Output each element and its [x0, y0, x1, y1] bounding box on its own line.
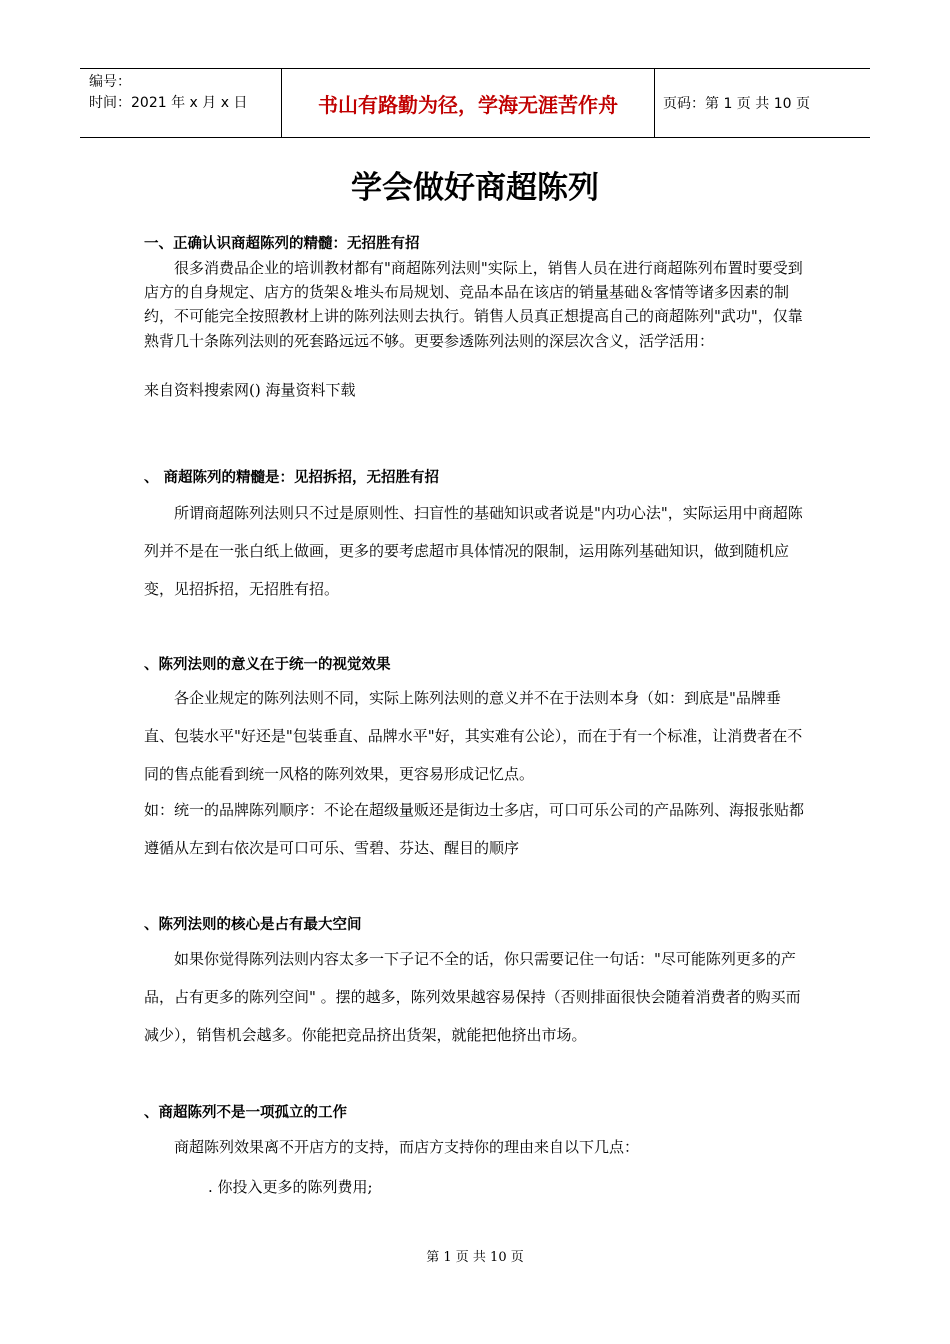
section5-list-item: . 你投入更多的陈列费用; [208, 1178, 373, 1196]
section1-paragraph: 很多消费品企业的培训教材都有"商超陈列法则"实际上，销售人员在进行商超陈列布置时要受到店方的自身规定、店方的货架＆堆头布局规划、竞品本品在该店的销量基础＆客情等诸多因素的制约，不可能完全按照教材上讲的陈列法则去执行。销售人员真正想提高自己的商超陈列"武功"，仅靠熟背几十条陈列法则的死套路远远不够。更要参透陈列法则的深层次含义，活学活用： [144, 259, 803, 350]
source-line: 来自资料搜索网() 海量资料下载 [144, 381, 356, 399]
section1-heading: 一、正确认识商超陈列的精髓：无招胜有招 [144, 236, 420, 252]
section4-paragraph: 如果你觉得陈列法则内容太多一下子记不全的话，你只需要记住一句话："尽可能陈列更多的产品，占有更多的陈列空间" 。摆的越多，陈列效果越容易保持（否则排面很快会随着消费者的购买而减少），销售机会越多。你能把竞品挤出货架，就能把他挤出市场。 [144, 950, 801, 1044]
section3-heading: 、陈列法则的意义在于统一的视觉效果 [144, 657, 391, 673]
section3-paragraph: 各企业规定的陈列法则不同，实际上陈列法则的意义并不在于法则本身（如：到底是"品牌垂直、包装水平"好还是"包装垂直、品牌水平"好，其实难有公论），而在于有一个标准，让消费者在不同的售点能看到统一风格的陈列效果，更容易形成记忆点。 [144, 689, 803, 783]
document-title: 学会做好商超陈列 [351, 170, 599, 206]
page-footer: 第 1 页 共 10 页 [426, 1250, 524, 1265]
section2-heading: 、 商超陈列的精髓是：见招拆招，无招胜有招 [144, 470, 440, 486]
header-page-number: 页码：第 1 页 共 10 页 [663, 96, 810, 112]
header-motto: 书山有路勤为径，学海无涯苦作舟 [282, 69, 655, 137]
document-number: 编号： [89, 74, 131, 90]
section4-heading: 、陈列法则的核心是占有最大空间 [144, 917, 362, 933]
section5-heading: 、商超陈列不是一项孤立的工作 [144, 1105, 347, 1121]
header-meta [80, 69, 282, 137]
section5-paragraph: 商超陈列效果离不开店方的支持，而店方支持你的理由来自以下几点： [174, 1138, 640, 1156]
document-date: 时间：2021 年 x 月 x 日 [89, 95, 248, 111]
section3-example: 如：统一的品牌陈列顺序：不论在超级量贩还是街边士多店，可口可乐公司的产品陈列、海报张贴都遵循从左到右依次是可口可乐、雪碧、芬达、醒目的顺序 [144, 801, 805, 857]
section2-paragraph: 所谓商超陈列法则只不过是原则性、扫盲性的基础知识或者说是"内功心法"，实际运用中商超陈列并不是在一张白纸上做画，更多的要考虑超市具体情况的限制，运用陈列基础知识，做到随机应变，见招拆招，无招胜有招。 [144, 504, 803, 598]
document-header [80, 68, 870, 138]
